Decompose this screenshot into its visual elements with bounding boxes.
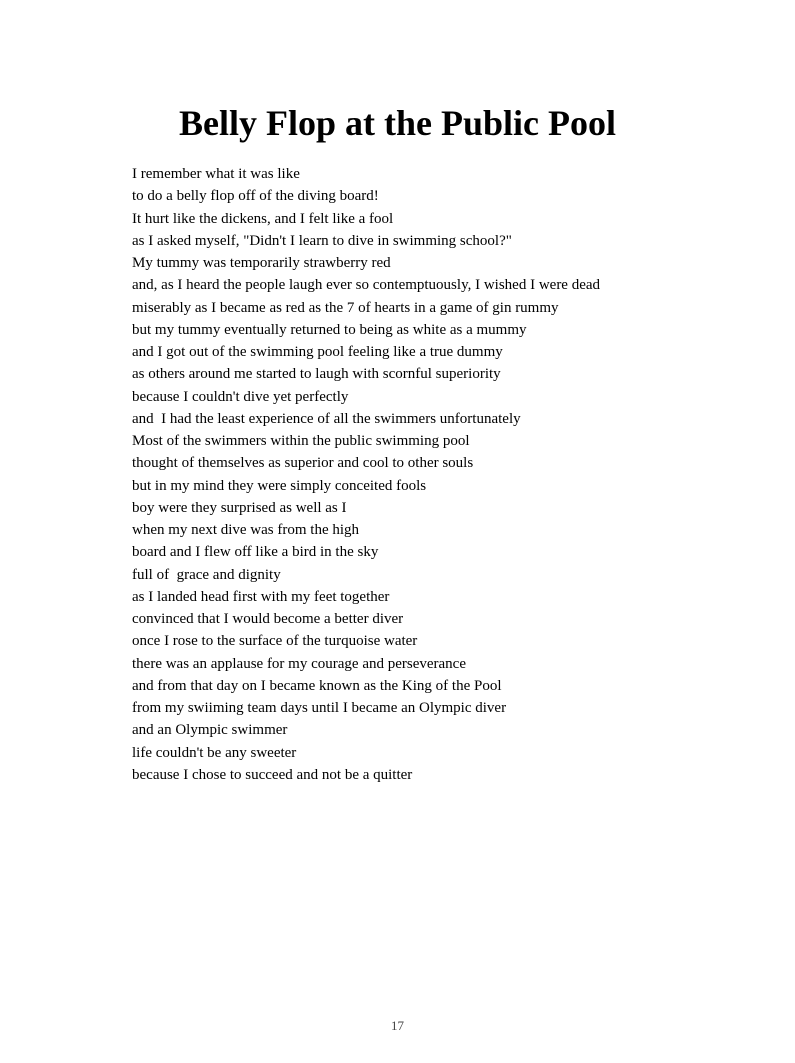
- poem-line: because I couldn't dive yet perfectly: [132, 388, 349, 405]
- poem-line: there was an applause for my courage and perseverance: [132, 655, 466, 672]
- page-number: 17: [391, 1018, 404, 1033]
- poem-line: life couldn't be any sweeter: [132, 744, 297, 761]
- poem-line: board and I flew off like a bird in the sky: [132, 544, 379, 561]
- poem-line: It hurt like the dickens, and I felt like a fool: [132, 210, 394, 227]
- poem-body: [132, 163, 732, 786]
- poem-line: full of grace and dignity: [132, 566, 281, 583]
- poem-line: and from that day on I became known as the King of the Pool: [132, 677, 502, 694]
- poem-line: and I got out of the swimming pool feeling like a true dummy: [132, 344, 503, 360]
- poem-line: when my next dive was from the high: [132, 522, 360, 538]
- poem-line: and I had the least experience of all the swimmers unfortunately: [132, 410, 521, 427]
- poem-line: boy were they surprised as well as I: [132, 499, 347, 516]
- poem-line: miserably as I became as red as the 7 of hearts in a game of gin rummy: [132, 299, 559, 316]
- poem-line: as I asked myself, "Didn't I learn to dive in swimming school?": [132, 232, 512, 249]
- poem-line: convinced that I would become a better diver: [132, 611, 404, 627]
- poem-line: as I landed head first with my feet together: [132, 588, 390, 605]
- poem-line: I remember what it was like: [132, 166, 300, 182]
- poem-line: because I chose to succeed and not be a quitter: [132, 766, 413, 783]
- poem-line: from my swiiming team days until I became an Olympic diver: [132, 700, 507, 716]
- poem-line: thought of themselves as superior and cool to other souls: [132, 455, 474, 472]
- poem-line: but in my mind they were simply conceited fools: [132, 477, 427, 494]
- poem-line: but my tummy eventually returned to being as white as a mummy: [132, 321, 527, 338]
- poem-line: once I rose to the surface of the turquoise water: [132, 633, 418, 650]
- poem-title: Belly Flop at the Public Pool: [179, 103, 616, 143]
- poem-line: as others around me started to laugh with scornful superiority: [132, 366, 501, 383]
- poem-line: My tummy was temporarily strawberry red: [132, 255, 391, 271]
- poem-line: to do a belly flop off of the diving board!: [132, 188, 379, 205]
- poem-line: and, as I heard the people laugh ever so contemptuously, I wished I were dead: [132, 277, 601, 294]
- poem-line: Most of the swimmers within the public swimming pool: [132, 433, 470, 449]
- poem-line: and an Olympic swimmer: [132, 722, 288, 739]
